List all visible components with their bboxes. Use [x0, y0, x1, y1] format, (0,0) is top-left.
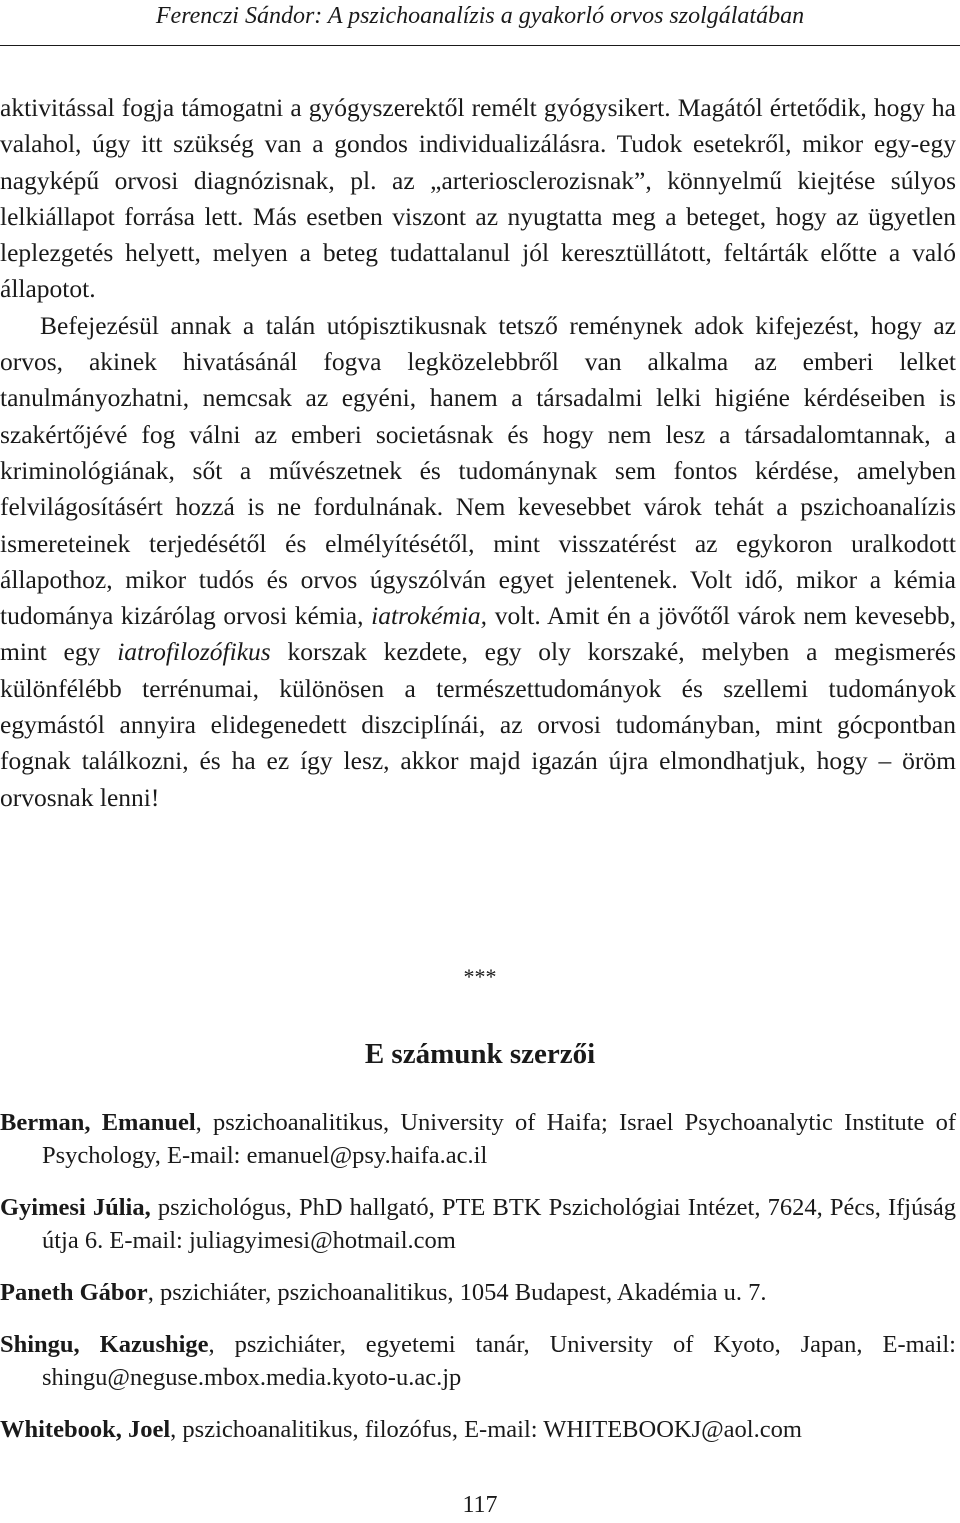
contributor-name: Paneth Gábor	[0, 1279, 148, 1306]
article-body	[0, 90, 956, 816]
page-number: 117	[462, 1492, 498, 1518]
paragraph-1: aktivitással fogja támogatni a gyógyszerektől remélt gyógysikert. Magától értetődik, hogy ha valahol, úgy itt szükség van a gondos individualizálásra. Tudok esetekről, mikor egy-egy nagyképű orvosi diagnózisnak, pl. az „arteriosclerozisnak”, könnyelmű kiejtése súlyos lelkiállapot forrása lett. Más esetben viszont az nyugtatta meg a beteget, hogy az ügyetlen leplezgetés helyett, melyen a beteg tudattalanul jól keresztüllátott, feltárták előtte a való állapotot.	[0, 93, 956, 304]
header-rule	[0, 45, 960, 46]
contributor-entry	[0, 1191, 956, 1257]
contributor-details: pszichológus, PhD hallgató, PTE BTK Pszichológiai Intézet, 7624, Pécs, Ifjúság útja 6. E-mail: juliagyimesi@hotmail.com	[42, 1194, 956, 1254]
section-separator: ***	[463, 964, 497, 989]
contributors-title: E számunk szerzői	[364, 1038, 596, 1070]
paragraph-2-part-c: korszak kezdete, egy oly korszaké, melyben a megismerés különfélébb terrénumai, különösen a természettudományok és szellemi tudományok egymástól annyira elidegenedett diszciplínái, az orvosi tudományban, mint gócpontban fognak találkozni, és ha ez így lesz, akkor majd igazán újra elmondhatjuk, hogy – öröm orvosnak lenni!	[0, 637, 957, 812]
contributor-name: Shingu, Kazushige	[0, 1331, 209, 1358]
contributor-entry	[0, 1328, 956, 1394]
paragraph-2	[0, 308, 956, 816]
contributor-entry	[0, 1276, 956, 1309]
contributor-details: , pszichoanalitikus, filozófus, E-mail: WHITEBOOKJ@aol.com	[170, 1416, 802, 1443]
italic-term-iatrofilozofikus: iatrofilozófikus	[117, 637, 271, 667]
contributor-details: , pszichiáter, pszichoanalitikus, 1054 Budapest, Akadémia u. 7.	[147, 1279, 767, 1306]
contributor-name: Berman, Emanuel	[0, 1109, 196, 1136]
contributor-name: Whitebook, Joel	[0, 1416, 171, 1443]
contributor-entry	[0, 1413, 956, 1446]
contributors-list	[0, 1106, 956, 1465]
running-head: Ferenczi Sándor: A pszichoanalízis a gyakorló orvos szolgálatában	[155, 3, 805, 29]
contributor-details: , pszichiáter, egyetemi tanár, University of Kyoto, Japan, E-mail: shingu@neguse.mbox.media.kyoto-u.ac.jp	[42, 1331, 956, 1391]
italic-term-iatrokemia: iatrokémia,	[371, 601, 488, 631]
paragraph-2-part-b: volt. Amit én a jövőtől várok nem kevesebb, mint egy	[0, 601, 957, 667]
contributor-entry	[0, 1106, 956, 1172]
contributor-name: Gyimesi Júlia,	[0, 1194, 151, 1221]
paragraph-2-part-a: Befejezésül annak a talán utópisztikusnak tetsző reménynek adok kifejezést, hogy az orvos, akinek hivatásánál fogva legközelebbről van alkalma az emberi lelket tanulmányozhatni, nemcsak az egyéni, hanem a társadalmi lelki higiéne kérdéseiben is szakértőjévé fog válni az emberi societásnak és hogy nem lesz a társadalomtannak, a kriminológiának, sőt a művészetnek és tudománynak sem fontos kérdése, amelyben felvilágosításért hozzá is ne fordulnának. Nem kevesebbet várok tehát a pszichoanalízis ismereteinek terjedésétől és elmélyítésétől, mint visszatérést az egykoron uralkodott állapothoz, mikor tudós és orvos úgyszólván egyet jelentenek. Volt idő, mikor a kémia tudománya kizárólag orvosi kémia,	[0, 310, 956, 631]
contributor-details: , pszichoanalitikus, University of Haifa; Israel Psychoanalytic Institute of Psychology, E-mail: emanuel@psy.haifa.ac.il	[42, 1109, 956, 1169]
